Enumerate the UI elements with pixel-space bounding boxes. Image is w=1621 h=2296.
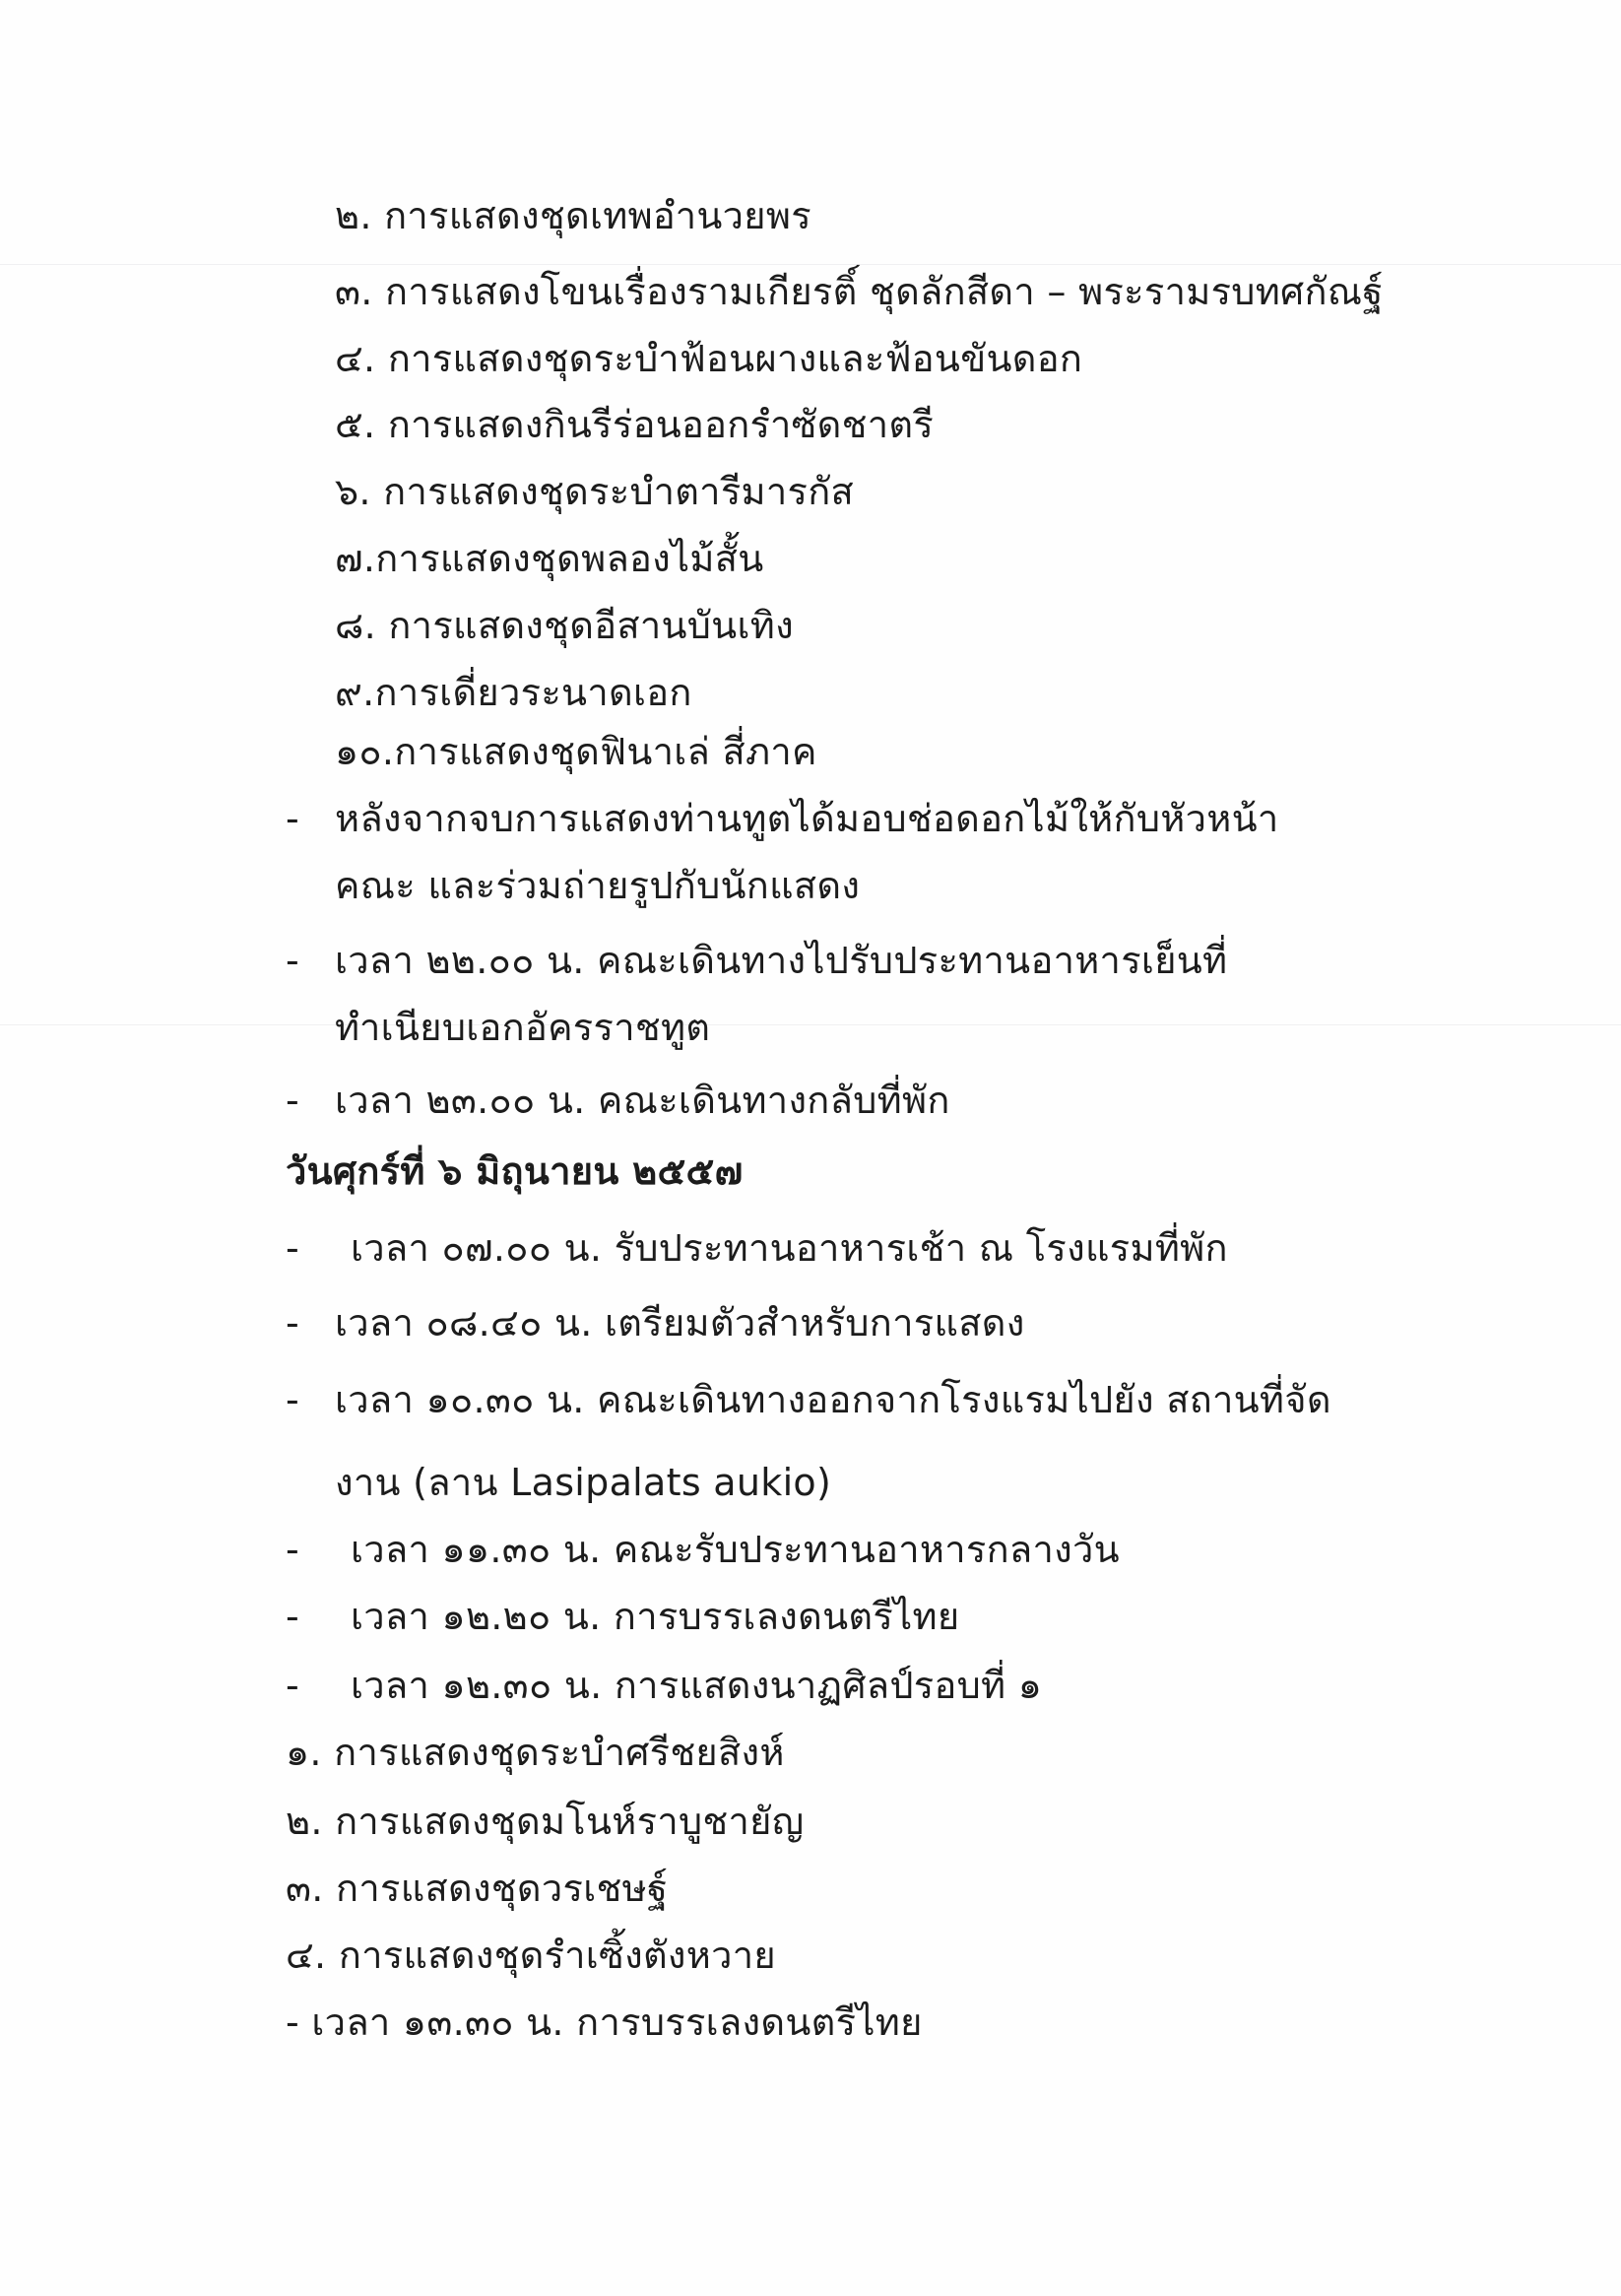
program-item: ๘. การแสดงชุดอีสานบันเทิง [335,604,794,647]
schedule-text: เวลา ๒๓.๐๐ น. คณะเดินทางกลับที่พัก [335,1079,950,1122]
scan-artifact-line [0,264,1621,265]
bullet-dash: - [286,797,299,840]
bullet-dash: - [286,1079,299,1122]
day-heading: วันศุกร์ที่ ๖ มิถุนายน ๒๕๕๗ [286,1149,744,1193]
bullet-dash: - [286,1378,299,1421]
program-item: ๔. การแสดงชุดรำเซิ้งตังหวาย [286,1934,776,1977]
scan-artifact-line [0,1024,1621,1025]
program-item: ๒. การแสดงชุดมโนห์ราบูชายัญ [286,1800,805,1843]
schedule-text: เวลา ๑๒.๓๐ น. การแสดงนาฏศิลป์รอบที่ ๑ [351,1664,1043,1707]
program-item: ๗.การแสดงชุดพลองไม้สั้น [335,537,764,580]
schedule-text: งาน (ลาน Lasipalats aukio) [335,1461,832,1504]
bullet-dash: - [286,1301,299,1345]
schedule-text: เวลา ๑๒.๒๐ น. การบรรเลงดนตรีไทย [351,1595,960,1638]
program-item: ๙.การเดี่ยวระนาดเอก [335,671,692,714]
schedule-text: เวลา ๐๘.๔๐ น. เตรียมตัวสำหรับการแสดง [335,1301,1025,1345]
schedule-text: หลังจากจบการแสดงท่านทูตได้มอบช่อดอกไม้ให้กับหัวหน้า [335,797,1279,840]
schedule-text: คณะ และร่วมถ่ายรูปกับนักแสดง [335,864,861,907]
program-item: ๖. การแสดงชุดระบำตารีมารกัส [335,470,855,513]
bullet-dash: - [286,1664,299,1707]
program-item: ๕. การแสดงกินรีร่อนออกรำซัดชาตรี [335,403,935,446]
schedule-text: เวลา ๑๑.๓๐ น. คณะรับประทานอาหารกลางวัน [351,1528,1120,1571]
bullet-dash: - [286,1528,299,1571]
schedule-text: เวลา ๒๒.๐๐ น. คณะเดินทางไปรับประทานอาหารเย็นที่ [335,939,1228,982]
program-item: ๑๐.การแสดงชุดฟินาเล่ สี่ภาค [335,730,817,773]
program-item: ๔. การแสดงชุดระบำฟ้อนผางและฟ้อนขันดอก [335,337,1083,380]
program-item: ๓. การแสดงโขนเรื่องรามเกียรติ์ ชุดลักสีดา – พระรามรบทศกัณฐ์ [335,270,1384,313]
schedule-text: เวลา ๑๐.๓๐ น. คณะเดินทางออกจากโรงแรมไปยัง สถานที่จัด [335,1378,1331,1421]
program-item: ๑. การแสดงชุดระบำศรีชยสิงห์ [286,1731,785,1774]
bullet-dash: - [286,1595,299,1638]
program-item: ๒. การแสดงชุดเทพอำนวยพร [335,194,811,237]
schedule-text: ทำเนียบเอกอัครราชทูต [335,1006,711,1049]
bullet-dash: - [286,939,299,982]
schedule-text: เวลา ๐๗.๐๐ น. รับประทานอาหารเช้า ณ โรงแรมที่พัก [351,1226,1228,1270]
bullet-dash: - [286,1226,299,1270]
program-item: ๓. การแสดงชุดวรเชษฐ์ [286,1867,669,1910]
schedule-text: - เวลา ๑๓.๓๐ น. การบรรเลงดนตรีไทย [286,2001,923,2044]
